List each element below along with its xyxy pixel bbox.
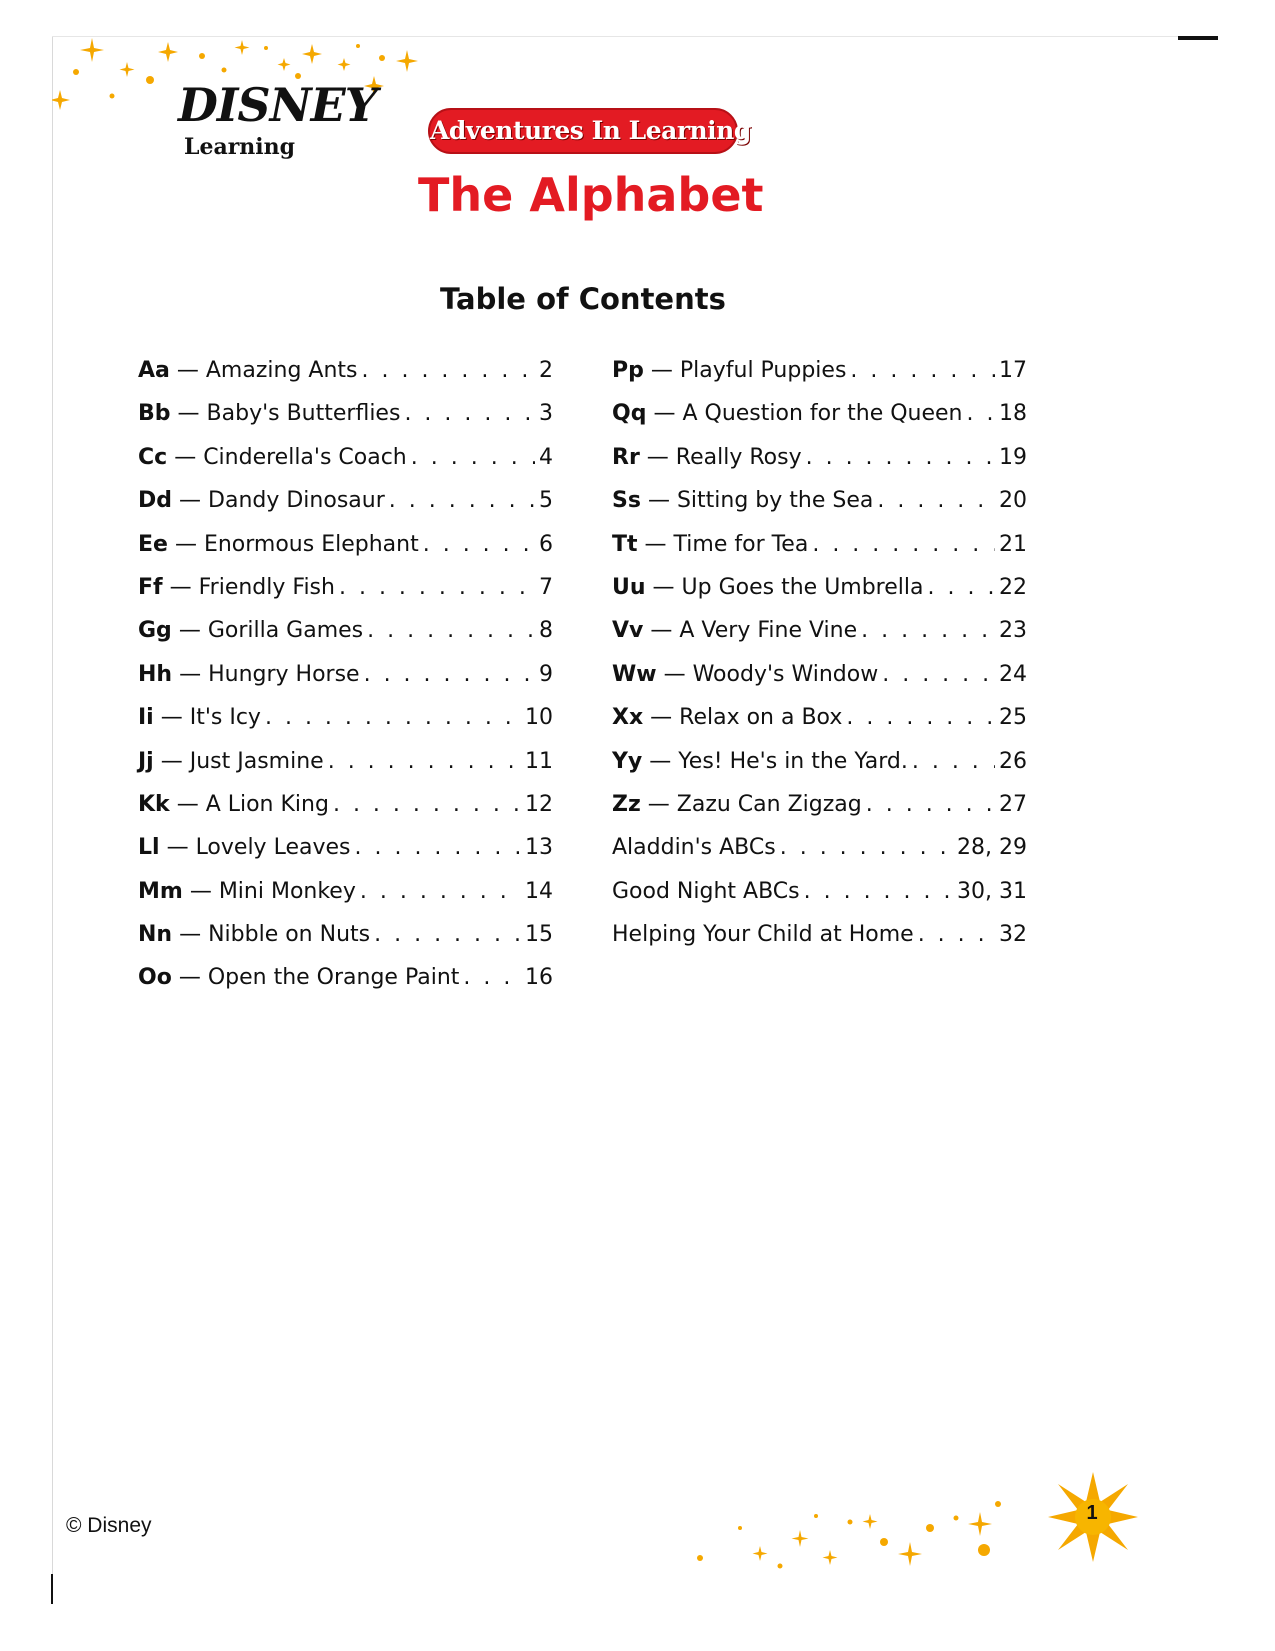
toc-entry-leader <box>804 879 953 904</box>
toc-entry-title: Woody's Window <box>692 661 879 687</box>
toc-entry-leader <box>404 401 535 426</box>
toc-entry-title: Hungry Horse <box>208 661 360 687</box>
toc-entry-dash: — <box>174 531 197 557</box>
toc-entry-leader <box>265 705 521 730</box>
toc-entry-letter: Ee <box>138 531 168 557</box>
toc-entry-leader <box>780 835 953 860</box>
toc-entry-leader <box>463 965 521 990</box>
toc-entry-page: 5 <box>539 488 553 514</box>
toc-entry <box>612 445 1027 488</box>
toc-entry-page: 18 <box>999 401 1027 427</box>
toc-right-column <box>612 358 1027 965</box>
toc-entry-letter: Aa <box>138 358 170 383</box>
toc-entry-letter: Ww <box>612 661 657 687</box>
toc-entry-leader <box>328 749 521 774</box>
toc-entry-dash: — <box>179 488 202 514</box>
toc-entry-page: 25 <box>999 705 1027 731</box>
toc-entry-title: Mini Monkey <box>218 878 356 904</box>
toc-entry-title: Nibble on Nuts <box>208 922 371 948</box>
toc-entry <box>138 749 553 792</box>
toc-entry <box>612 401 1027 444</box>
toc-entry-leader <box>846 705 995 730</box>
toc-entry-dash: — <box>646 444 669 470</box>
toc-entry-dash: — <box>652 574 675 600</box>
toc-entry-dash: — <box>176 791 199 817</box>
toc-entry <box>138 618 553 661</box>
series-badge-text: Adventures In Learning <box>430 116 751 145</box>
toc-entry-title: Sitting by the Sea <box>676 488 874 514</box>
toc-entry-page: 21 <box>999 531 1027 557</box>
toc-entry-letter: Gg <box>138 618 172 644</box>
toc-entry <box>138 922 553 965</box>
toc-entry-page: 30, 31 <box>957 878 1027 904</box>
toc-entry-title: Baby's Butterflies <box>206 401 401 427</box>
toc-entry-page: 10 <box>525 705 553 731</box>
toc-entry <box>612 749 1027 792</box>
scan-corner-mark <box>1178 36 1218 40</box>
logo-subtitle: Learning <box>184 134 296 160</box>
toc-entry-letter: Bb <box>138 401 171 427</box>
toc-entry-title: Helping Your Child at Home <box>612 922 914 948</box>
toc-entry <box>612 792 1027 835</box>
toc-entry-title: Playful Puppies <box>679 358 847 383</box>
toc-entry-page: 24 <box>999 661 1027 687</box>
disney-learning-logo <box>178 78 378 168</box>
toc-entry-leader <box>354 835 521 860</box>
toc-entry-dash: — <box>649 748 672 774</box>
toc-entry <box>138 965 553 1008</box>
toc-entry-leader <box>423 532 535 557</box>
toc-entry <box>612 879 1027 922</box>
toc-entry <box>138 662 553 705</box>
toc-entry-title: It's Icy <box>189 705 261 731</box>
toc-entry-page: 2 <box>539 358 553 383</box>
toc-entry-page: 3 <box>539 401 553 427</box>
toc-entry-leader <box>367 618 535 643</box>
toc-entry-dash: — <box>178 965 201 991</box>
toc-entry-page: 13 <box>525 835 553 861</box>
toc-entry-page: 26 <box>999 748 1027 774</box>
toc-entry-letter: Qq <box>612 401 647 427</box>
toc-entry-dash: — <box>650 705 673 731</box>
toc-entry <box>138 358 553 401</box>
toc-entry-letter: Dd <box>138 488 173 514</box>
toc-entry-title: Really Rosy <box>675 444 802 470</box>
toc-entry-leader <box>866 792 995 817</box>
toc-entry-title: Gorilla Games <box>207 618 364 644</box>
toc-entry-title: A Question for the Queen <box>682 401 963 427</box>
toc-entry-leader <box>806 445 995 470</box>
toc-entry <box>612 488 1027 531</box>
toc-entry-letter: Pp <box>612 358 644 383</box>
toc-entry-dash: — <box>160 748 183 774</box>
toc-entry-page: 16 <box>525 965 553 991</box>
toc-entry <box>612 532 1027 575</box>
toc-entry <box>138 705 553 748</box>
toc-entry-letter: Xx <box>612 705 644 731</box>
toc-entry-letter: Jj <box>138 748 154 774</box>
toc-entry-page: 14 <box>525 878 553 904</box>
toc-heading: Table of Contents <box>440 282 726 316</box>
toc-entry-leader <box>389 488 535 513</box>
toc-entry <box>612 575 1027 618</box>
toc-entry-title: A Lion King <box>205 791 329 817</box>
scan-edge-mark <box>51 1574 53 1604</box>
toc-entry-page: 12 <box>525 791 553 817</box>
toc-entry-dash: — <box>653 401 676 427</box>
toc-left-column <box>138 358 553 1009</box>
toc-entry <box>138 835 553 878</box>
toc-entry <box>612 922 1027 965</box>
toc-entry-dash: — <box>177 401 200 427</box>
toc-entry-leader <box>850 358 995 383</box>
toc-entry-dash: — <box>663 661 686 687</box>
copyright-notice: © Disney <box>66 1514 152 1537</box>
toc-entry-title: Good Night ABCs <box>612 878 800 904</box>
toc-entry-leader <box>361 358 535 383</box>
toc-entry-leader <box>374 922 521 947</box>
page-border-left <box>52 36 53 1596</box>
toc-entry-letter: Kk <box>138 791 170 817</box>
toc-entry-leader <box>882 662 995 687</box>
toc-entry-letter: Tt <box>612 531 638 557</box>
toc-entry-letter: Yy <box>612 748 643 774</box>
logo-wordmark: DISNEY <box>178 78 377 132</box>
toc-entry <box>138 879 553 922</box>
toc-entry <box>612 835 1027 878</box>
toc-entry-page: 9 <box>539 661 553 687</box>
toc-entry-title: Dandy Dinosaur <box>208 488 385 514</box>
toc-entry-leader <box>411 445 535 470</box>
toc-entry <box>138 401 553 444</box>
toc-entry-dash: — <box>647 488 670 514</box>
toc-entry-letter: Oo <box>138 965 172 991</box>
toc-entry-dash: — <box>169 574 192 600</box>
toc-entry-page: 19 <box>999 444 1027 470</box>
toc-entry-leader <box>812 532 995 557</box>
page-title: The Alphabet <box>418 168 764 222</box>
toc-entry-letter: Ff <box>138 574 163 600</box>
toc-entry-page: 15 <box>525 922 553 948</box>
toc-entry-page: 17 <box>999 358 1027 383</box>
toc-entry-page: 22 <box>999 574 1027 600</box>
toc-entry-letter: Hh <box>138 661 173 687</box>
toc-entry <box>138 575 553 618</box>
toc-entry-title: Yes! He's in the Yard. <box>678 748 908 774</box>
toc-entry-leader <box>877 488 995 513</box>
toc-entry-title: Amazing Ants <box>205 358 358 383</box>
toc-entry-leader <box>928 575 996 600</box>
toc-entry-letter: Ss <box>612 488 641 514</box>
toc-entry-leader <box>912 749 995 774</box>
toc-entry-dash: — <box>650 358 673 383</box>
toc-entry-leader <box>861 618 995 643</box>
toc-entry-title: Open the Orange Paint <box>207 965 460 991</box>
toc-entry <box>612 705 1027 748</box>
toc-entry-page: 23 <box>999 618 1027 644</box>
toc-entry-title: Time for Tea <box>673 531 809 557</box>
toc-entry-letter: Nn <box>138 922 173 948</box>
toc-entry-title: Cinderella's Coach <box>203 444 407 470</box>
toc-entry-page: 7 <box>539 574 553 600</box>
toc-entry-dash: — <box>174 444 197 470</box>
toc-entry-dash: — <box>160 705 183 731</box>
toc-entry-page: 20 <box>999 488 1027 514</box>
toc-entry <box>612 358 1027 401</box>
toc-entry-page: 4 <box>539 444 553 470</box>
toc-entry <box>138 445 553 488</box>
toc-entry-dash: — <box>650 618 673 644</box>
toc-entry-leader <box>339 575 535 600</box>
toc-entry-title: Friendly Fish <box>198 574 335 600</box>
toc-entry-dash: — <box>178 618 201 644</box>
toc-entry-dash: — <box>176 358 199 383</box>
toc-entry-title: Aladdin's ABCs <box>612 835 776 861</box>
toc-entry-dash: — <box>189 878 212 904</box>
page-number: 1 <box>1086 1502 1098 1524</box>
toc-entry-letter: Ii <box>138 705 154 731</box>
toc-entry-dash: — <box>647 791 670 817</box>
toc-entry-leader <box>918 922 995 947</box>
toc-entry-leader <box>967 401 995 426</box>
toc-entry-letter: Vv <box>612 618 644 644</box>
toc-entry-page: 8 <box>539 618 553 644</box>
toc-entry-title: Relax on a Box <box>679 705 843 731</box>
toc-entry-leader <box>333 792 521 817</box>
toc-entry-title: Enormous Elephant <box>203 531 419 557</box>
toc-entry-letter: Mm <box>138 878 183 904</box>
toc-entry-page: 32 <box>999 922 1027 948</box>
toc-entry-title: Lovely Leaves <box>195 835 351 861</box>
toc-entry-letter: Zz <box>612 791 641 817</box>
toc-entry-title: A Very Fine Vine <box>679 618 858 644</box>
toc-entry <box>138 532 553 575</box>
toc-entry-letter: Ll <box>138 835 160 861</box>
toc-entry-dash: — <box>179 661 202 687</box>
toc-entry-dash: — <box>166 835 189 861</box>
toc-entry-leader <box>360 879 521 904</box>
toc-entry <box>138 488 553 531</box>
toc-entry-page: 27 <box>999 791 1027 817</box>
toc-entry-page: 11 <box>525 748 553 774</box>
series-badge <box>428 108 751 154</box>
toc-entry-page: 28, 29 <box>957 835 1027 861</box>
toc-entry-letter: Rr <box>612 444 640 470</box>
toc-entry-dash: — <box>179 922 202 948</box>
toc-entry-leader <box>364 662 535 687</box>
toc-entry-title: Zazu Can Zigzag <box>676 791 862 817</box>
toc-entry-title: Up Goes the Umbrella <box>681 574 924 600</box>
toc-entry-letter: Uu <box>612 574 646 600</box>
toc-entry-letter: Cc <box>138 444 168 470</box>
toc-entry-page: 6 <box>539 531 553 557</box>
toc-entry-title: Just Jasmine <box>189 748 324 774</box>
toc-entry <box>138 792 553 835</box>
toc-entry <box>612 618 1027 661</box>
toc-entry-dash: — <box>644 531 667 557</box>
toc-entry <box>612 662 1027 705</box>
